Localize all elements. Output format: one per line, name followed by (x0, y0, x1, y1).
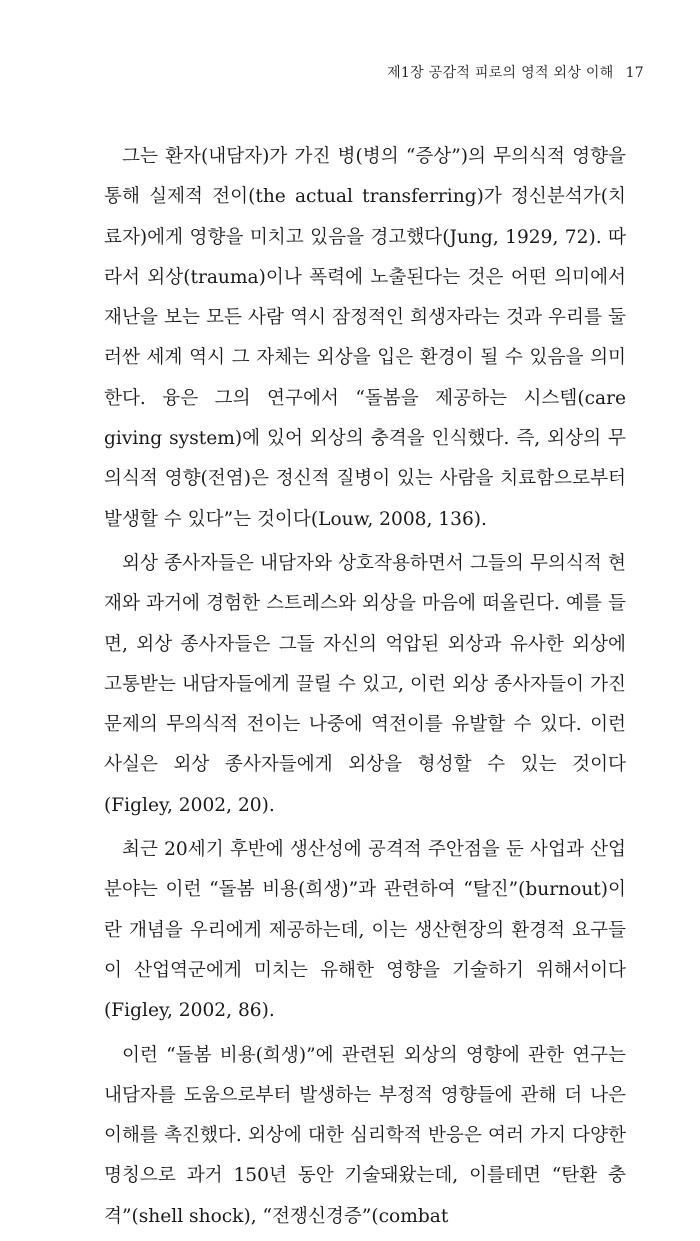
paragraph-4: 이런 “돌봄 비용(희생)”에 관련된 외상의 영향에 관한 연구는 내담자를 도움으로부터 발생하는 부정적 영향들에 관해 더 나은 이해를 촉진했다. 외상에 대한 심리학적 반응은 여러 가지 다양한 명칭으로 과거 150년 동안 기술돼왔는데, 이를테면 “탄환 충격”(shell shock), “전쟁신경증”(combat (104, 1044, 626, 1227)
body-text (104, 137, 626, 1241)
paragraph-2: 외상 종사자들은 내담자와 상호작용하면서 그들의 무의식적 현재와 과거에 경험한 스트레스와 외상을 마음에 떠올린다. 예를 들면, 외상 종사자들은 그들 자신의 억압된 외상과 유사한 외상에 고통받는 내담자들에게 끌릴 수 있고, 이런 외상 종사자들이 가진 문제의 무의식적 전이는 나중에 역전이를 유발할 수 있다. 이런 사실은 외상 종사자들에게 외상을 형성할 수 있는 것이다(Figley, 2002, 20). (104, 552, 626, 816)
paragraph-1: 그는 환자(내담자)가 가진 병(병의 “증상”)의 무의식적 영향을 통해 실제적 전이(the actual transferring)가 정신분석가(치료자)에게 영향을 미치고 있음을 경고했다(Jung, 1929, 72). 따라서 외상(trauma)이나 폭력에 노출된다는 것은 어떤 의미에서 재난을 보는 모든 사람 역시 잠정적인 희생자라는 것과 우리를 둘러싼 세계 역시 그 자체는 외상을 입은 환경이 될 수 있음을 의미한다. 융은 그의 연구에서 “돌봄을 제공하는 시스템(care giving system)에 있어 외상의 충격을 인식했다. 즉, 외상의 무의식적 영향(전염)은 정신적 질병이 있는 사람을 치료함으로부터 발생할 수 있다”는 것이다(Louw, 2008, 136). (104, 146, 626, 530)
page-number: 17 (625, 65, 644, 81)
running-header (387, 62, 644, 82)
running-title: 제1장 공감적 피로의 영적 외상 이해 (387, 65, 614, 81)
paragraph-3: 최근 20세기 후반에 생산성에 공격적 주안점을 둔 사업과 산업 분야는 이런 “돌봄 비용(희생)”과 관련하여 “탈진”(burnout)이란 개념을 우리에게 제공하는데, 이는 생산현장의 환경적 요구들이 산업역군에게 미치는 유해한 영향을 기술하기 위해서이다(Figley, 2002, 86). (104, 839, 626, 1022)
